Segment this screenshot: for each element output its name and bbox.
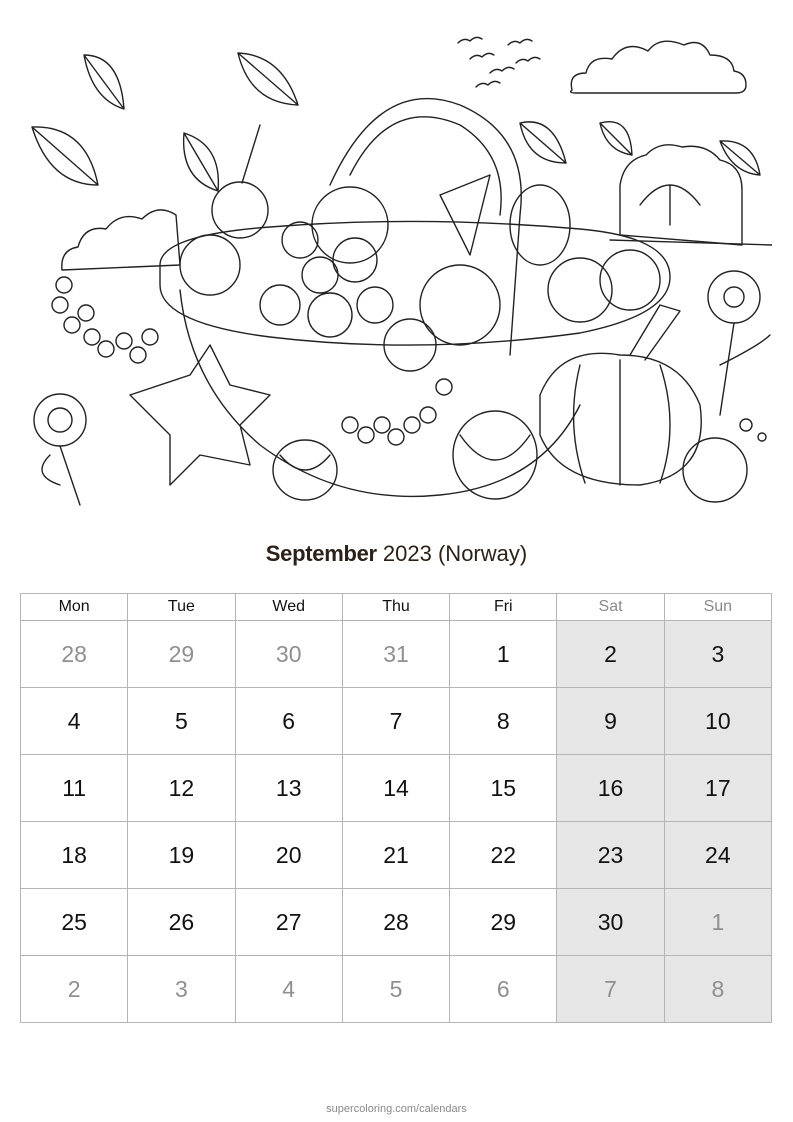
weekday-mon: Mon [21, 594, 128, 621]
day-cell: 22 [450, 822, 557, 889]
day-cell: 18 [21, 822, 128, 889]
day-cell-other-month: 6 [450, 956, 557, 1023]
day-cell: 6 [235, 688, 342, 755]
day-cell: 16 [557, 755, 664, 822]
day-cell-other-month: 28 [21, 621, 128, 688]
weekday-thu: Thu [342, 594, 449, 621]
week-row [21, 621, 772, 688]
day-cell-other-month: 2 [21, 956, 128, 1023]
weekday-sat: Sat [557, 594, 664, 621]
day-cell: 8 [450, 688, 557, 755]
day-cell: 1 [450, 621, 557, 688]
day-cell-other-month: 3 [128, 956, 235, 1023]
week-row [21, 822, 772, 889]
day-cell: 26 [128, 889, 235, 956]
week-row [21, 755, 772, 822]
day-cell-other-month: 31 [342, 621, 449, 688]
coloring-illustration [20, 15, 772, 515]
week-row [21, 956, 772, 1023]
day-cell: 11 [21, 755, 128, 822]
day-cell: 2 [557, 621, 664, 688]
week-row [21, 889, 772, 956]
day-cell: 27 [235, 889, 342, 956]
day-cell: 3 [664, 621, 771, 688]
day-cell: 14 [342, 755, 449, 822]
day-cell: 5 [128, 688, 235, 755]
day-cell: 10 [664, 688, 771, 755]
day-cell: 24 [664, 822, 771, 889]
weekday-fri: Fri [450, 594, 557, 621]
bird-icon [458, 37, 482, 43]
day-cell: 9 [557, 688, 664, 755]
calendar-title [0, 541, 793, 567]
day-cell: 4 [21, 688, 128, 755]
month-name: September [265, 541, 377, 566]
day-cell: 23 [557, 822, 664, 889]
day-cell-other-month: 1 [664, 889, 771, 956]
day-cell-other-month: 7 [557, 956, 664, 1023]
day-cell: 30 [557, 889, 664, 956]
weekday-tue: Tue [128, 594, 235, 621]
day-cell: 17 [664, 755, 771, 822]
day-cell: 12 [128, 755, 235, 822]
footer-credit: supercoloring.com/calendars [326, 1103, 467, 1115]
week-row [21, 688, 772, 755]
leaf-icon [238, 53, 298, 105]
day-cell-other-month: 30 [235, 621, 342, 688]
day-cell: 21 [342, 822, 449, 889]
day-cell: 20 [235, 822, 342, 889]
flower-icon [48, 408, 72, 432]
day-cell: 29 [450, 889, 557, 956]
day-cell: 15 [450, 755, 557, 822]
weekday-wed: Wed [235, 594, 342, 621]
day-cell-other-month: 29 [128, 621, 235, 688]
calendar-grid [20, 593, 772, 1023]
weekday-sun: Sun [664, 594, 771, 621]
cloud-icon [571, 41, 746, 93]
day-cell: 19 [128, 822, 235, 889]
day-cell: 7 [342, 688, 449, 755]
calendar-body [21, 621, 772, 1023]
day-cell: 13 [235, 755, 342, 822]
day-cell-other-month: 8 [664, 956, 771, 1023]
day-cell: 25 [21, 889, 128, 956]
year-country: 2023 (Norway) [376, 541, 528, 566]
day-cell-other-month: 5 [342, 956, 449, 1023]
day-cell-other-month: 4 [235, 956, 342, 1023]
weekday-header-row [21, 594, 772, 621]
day-cell: 28 [342, 889, 449, 956]
basket-icon [160, 221, 670, 345]
